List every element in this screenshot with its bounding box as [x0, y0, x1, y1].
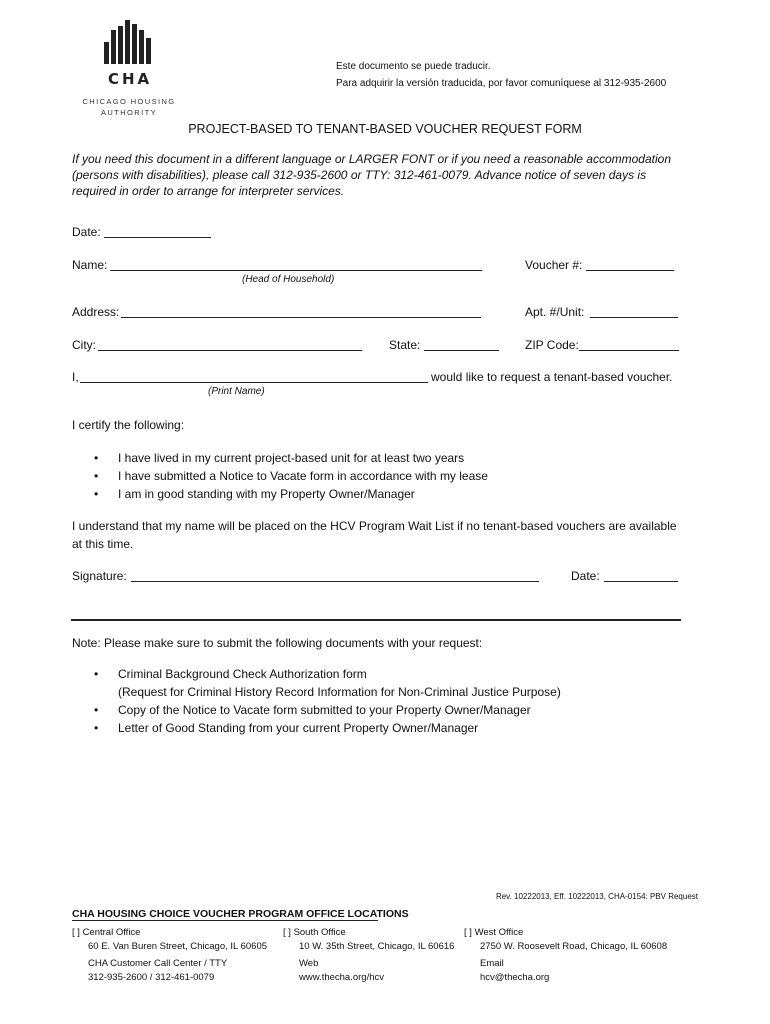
signature-label: Signature:	[72, 569, 127, 583]
note-label: Note:	[72, 636, 101, 650]
list-item: • I have submitted a Notice to Vacate form in accordance with my lease	[94, 469, 488, 483]
west-office-checkbox[interactable]: [ ]	[464, 927, 472, 938]
translation-line-2: Para adquirir la versión traducida, por favor comuníquese al 312-935-2600	[336, 78, 667, 89]
signature-date-label: Date:	[571, 569, 600, 583]
voucher-label: Voucher #:	[525, 258, 583, 272]
list-item: • Criminal Background Check Authorization form	[94, 667, 367, 681]
state-field[interactable]	[424, 350, 499, 351]
translation-notice	[336, 58, 666, 92]
voucher-field[interactable]	[586, 270, 674, 271]
logo-name: CHA	[108, 70, 153, 88]
name-label: Name:	[72, 258, 108, 272]
accommodation-notice: If you need this document in a different language or LARGER FONT or if you need a reasonable accommodation (persons with disabilities), please call 312-935-2600 or TTY: 312-461-0079. Advance notice of seven days is required in order to arrange for interpreter services.	[72, 152, 672, 198]
address-field[interactable]	[121, 317, 481, 318]
list-item: (Request for Criminal History Record Information for Non-Criminal Justice Purpose)	[118, 685, 561, 699]
logo-subtitle: CHICAGO HOUSING AUTHORITY	[82, 97, 176, 117]
west-office-name: West Office	[474, 927, 524, 938]
web-url: www.thecha.org/hcv	[299, 971, 385, 983]
footer-divider	[72, 920, 378, 921]
revision-info: Rev. 10222013, Eff. 10222013, CHA-0154: PBV Request	[495, 892, 698, 901]
list-item: • Letter of Good Standing from your current Property Owner/Manager	[94, 721, 479, 735]
address-label: Address:	[72, 305, 120, 319]
central-office-address: 60 E. Van Buren Street, Chicago, IL 60605	[88, 940, 268, 952]
signature-date-field[interactable]	[604, 581, 678, 582]
head-of-household-caption: (Head of Household)	[242, 274, 335, 285]
web-label: Web	[299, 958, 319, 969]
print-name-field[interactable]	[80, 382, 428, 383]
apt-label: Apt. #/Unit:	[525, 305, 585, 319]
certify-list	[72, 449, 488, 503]
list-item: • I am in good standing with my Property Owner/Manager	[94, 487, 415, 501]
list-item: • Copy of the Notice to Vacate form submitted to your Property Owner/Manager	[94, 703, 531, 717]
west-office	[464, 926, 667, 984]
state-label: State:	[389, 338, 421, 352]
note-text: Please make sure to submit the following documents with your request:	[104, 636, 483, 650]
date-field[interactable]	[104, 237, 211, 238]
translation-line-1: Este documento se puede traducir.	[336, 61, 491, 72]
documents-list	[72, 665, 561, 737]
central-office-name: Central Office	[82, 927, 141, 938]
zip-field[interactable]	[579, 350, 679, 351]
form-title: PROJECT-BASED TO TENANT-BASED VOUCHER REQUEST FORM	[188, 122, 582, 136]
list-item: • I have lived in my current project-based unit for at least two years	[94, 451, 465, 465]
office-locations-heading: CHA HOUSING CHOICE VOUCHER PROGRAM OFFICE LOCATIONS	[72, 908, 409, 920]
wait-list-statement: I understand that my name will be placed on the HCV Program Wait List if no tenant-based vouchers are available at this time.	[72, 519, 677, 551]
name-field[interactable]	[110, 270, 482, 271]
south-office-address: 10 W. 35th Street, Chicago, IL 60616	[299, 940, 455, 952]
central-office-checkbox[interactable]: [ ]	[72, 927, 80, 938]
date-label: Date:	[72, 225, 101, 239]
email-address: hcv@thecha.org	[480, 971, 550, 983]
signature-field[interactable]	[131, 581, 539, 582]
note-paragraph	[72, 634, 692, 652]
call-center-phone: 312-935-2600 / 312-461-0079	[88, 971, 215, 983]
apt-field[interactable]	[590, 317, 678, 318]
zip-label: ZIP Code:	[525, 338, 579, 352]
city-label: City:	[72, 338, 96, 352]
print-name-caption: (Print Name)	[208, 386, 265, 397]
certify-heading: I certify the following:	[72, 418, 185, 432]
section-divider	[71, 619, 681, 621]
city-field[interactable]	[98, 350, 362, 351]
west-office-address: 2750 W. Roosevelt Road, Chicago, IL 60608	[480, 940, 668, 952]
south-office	[283, 926, 454, 984]
south-office-checkbox[interactable]: [ ]	[283, 927, 291, 938]
cha-logo-icon	[104, 20, 152, 64]
request-statement: would like to request a tenant-based voucher.	[431, 370, 673, 384]
call-center-label: CHA Customer Call Center / TTY	[88, 958, 228, 969]
central-office	[72, 926, 267, 984]
south-office-name: South Office	[293, 927, 346, 938]
email-label: Email	[480, 958, 504, 969]
i-prefix: I,	[72, 370, 79, 384]
